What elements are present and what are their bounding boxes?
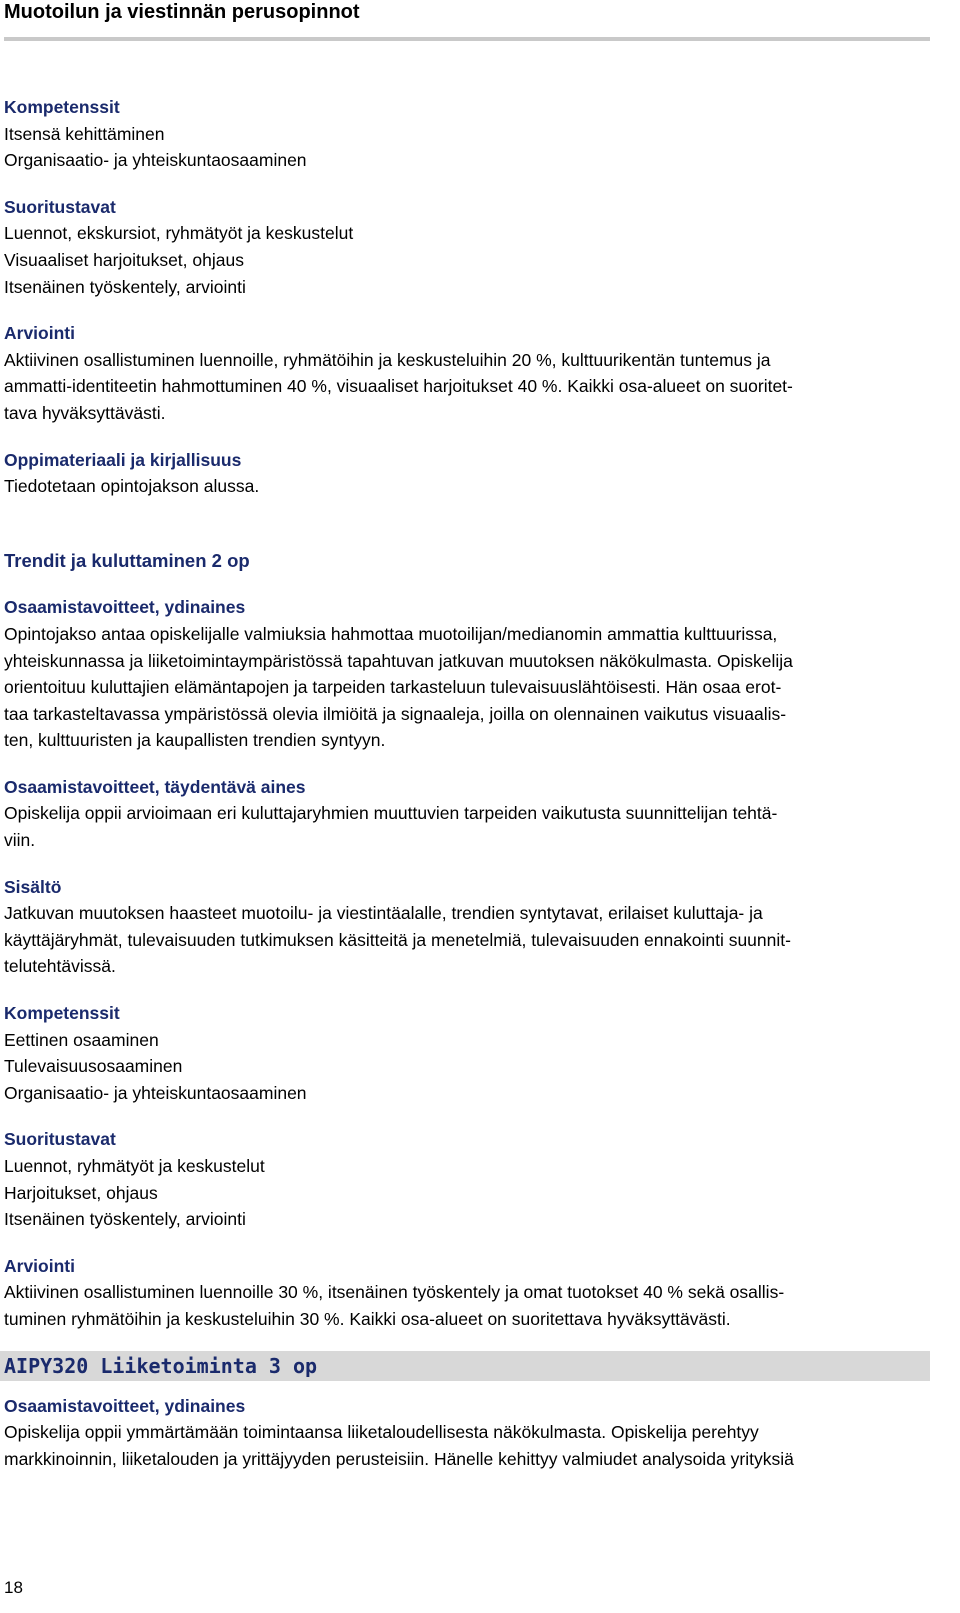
paragraph-line: taa tarkasteltavassa ympäristössä olevia ilmiöitä ja signaaleja, joilla on olennainen vaikutus visuaalis-: [4, 703, 787, 724]
section-heading: Kompetenssit: [4, 97, 120, 117]
section-heading: Suoritustavat: [4, 1129, 116, 1150]
section-heading: Osaamistavoitteet, ydinaines: [4, 597, 246, 618]
paragraph-line: viin.: [4, 830, 36, 851]
list-item: Visuaaliset harjoitukset, ohjaus: [4, 249, 244, 270]
section-heading: Osaamistavoitteet, täydentävä aines: [4, 776, 306, 797]
list-item: Tulevaisuusosaaminen: [4, 1056, 183, 1077]
paragraph-line: markkinoinnin, liiketalouden ja yrittäjyyden perusteisiin. Hänelle kehittyy valmiudet analysoida yrityksiä: [4, 1448, 794, 1469]
list-item: Eettinen osaaminen: [4, 1029, 159, 1050]
course-title-band: AIPY320 Liiketoiminta 3 op: [0, 1351, 930, 1381]
section-heading: Osaamistavoitteet, ydinaines: [4, 1395, 246, 1416]
section-heading: Arviointi: [4, 1255, 75, 1276]
section-heading: Arviointi: [4, 323, 75, 344]
paragraph-line: orientoituu kuluttajien elämäntapojen ja tarpeiden tarkasteluun tulevaisuuslähtöisesti. Hän osaa erot-: [4, 677, 782, 698]
paragraph-line: tava hyväksyttävästi.: [4, 402, 166, 423]
paragraph-line: Jatkuvan muutoksen haasteet muotoilu- ja viestintäalalle, trendien syntytavat, erilaiset kuluttaja- ja: [4, 903, 763, 924]
list-item: Itsenäinen työskentely, arviointi: [4, 1209, 246, 1230]
paragraph-line: tuminen ryhmätöihin ja keskusteluihin 30 %. Kaikki osa-alueet on suoritettava hyväksyttävästi.: [4, 1308, 731, 1329]
list-item: Luennot, ekskursiot, ryhmätyöt ja keskustelut: [4, 223, 354, 244]
list-item: Organisaatio- ja yhteiskuntaosaaminen: [4, 1082, 307, 1103]
list-item: Harjoitukset, ohjaus: [4, 1182, 158, 1203]
header-rule: [4, 37, 930, 41]
paragraph-line: Opiskelija oppii arvioimaan eri kuluttajaryhmien muuttuvien tarpeiden vaikutusta suunnittelijan tehtä-: [4, 803, 778, 824]
section-heading: Sisältö: [4, 876, 62, 897]
paragraph-line: telutehtävissä.: [4, 956, 116, 977]
section-heading: Oppimateriaali ja kirjallisuus: [4, 449, 242, 470]
paragraph-line: Aktiivinen osallistuminen luennoille, ryhmätöihin ja keskusteluihin 20 %, kulttuurikentän tuntemus ja: [4, 349, 771, 370]
paragraph-line: Opintojakso antaa opiskelijalle valmiuksia hahmottaa muotoilijan/medianomin ammattia kulttuurissa,: [4, 623, 778, 644]
section-heading: Kompetenssit: [4, 1003, 120, 1024]
page-number: 18: [4, 1578, 23, 1597]
paragraph-line: käyttäjäryhmät, tulevaisuuden tutkimuksen käsitteitä ja menetelmiä, tulevaisuuden ennakointi suunnit-: [4, 929, 791, 950]
list-item: Itsensä kehittäminen: [4, 123, 165, 144]
list-item: Luennot, ryhmätyöt ja keskustelut: [4, 1156, 265, 1176]
document-body: [4, 94, 932, 1472]
paragraph-line: Aktiivinen osallistuminen luennoille 30 %, itsenäinen työskentely ja omat tuotokset 40 % sekä osallis-: [4, 1282, 785, 1303]
list-item: Itsenäinen työskentely, arviointi: [4, 276, 246, 297]
page-header: Muotoilun ja viestinnän perusopinnot: [4, 1, 360, 23]
course-title: Trendit ja kuluttaminen 2 op: [4, 549, 250, 571]
list-item: Organisaatio- ja yhteiskuntaosaaminen: [4, 150, 307, 171]
paragraph-line: ammatti-identiteetin hahmottuminen 40 %, visuaaliset harjoitukset 40 %. Kaikki osa-alueet on suoritet-: [4, 376, 793, 397]
paragraph-line: ten, kulttuuristen ja kaupallisten trendien syntyyn.: [4, 730, 386, 751]
paragraph-line: yhteiskunnassa ja liiketoimintaympäristössä tapahtuvan jatkuvan muutoksen näkökulmasta. Opiskelija: [4, 650, 793, 671]
paragraph-line: Tiedotetaan opintojakson alussa.: [4, 476, 260, 497]
section-heading: Suoritustavat: [4, 196, 116, 217]
paragraph-line: Opiskelija oppii ymmärtämään toimintaansa liiketaloudellisesta näkökulmasta. Opiskelija perehtyy: [4, 1422, 759, 1443]
